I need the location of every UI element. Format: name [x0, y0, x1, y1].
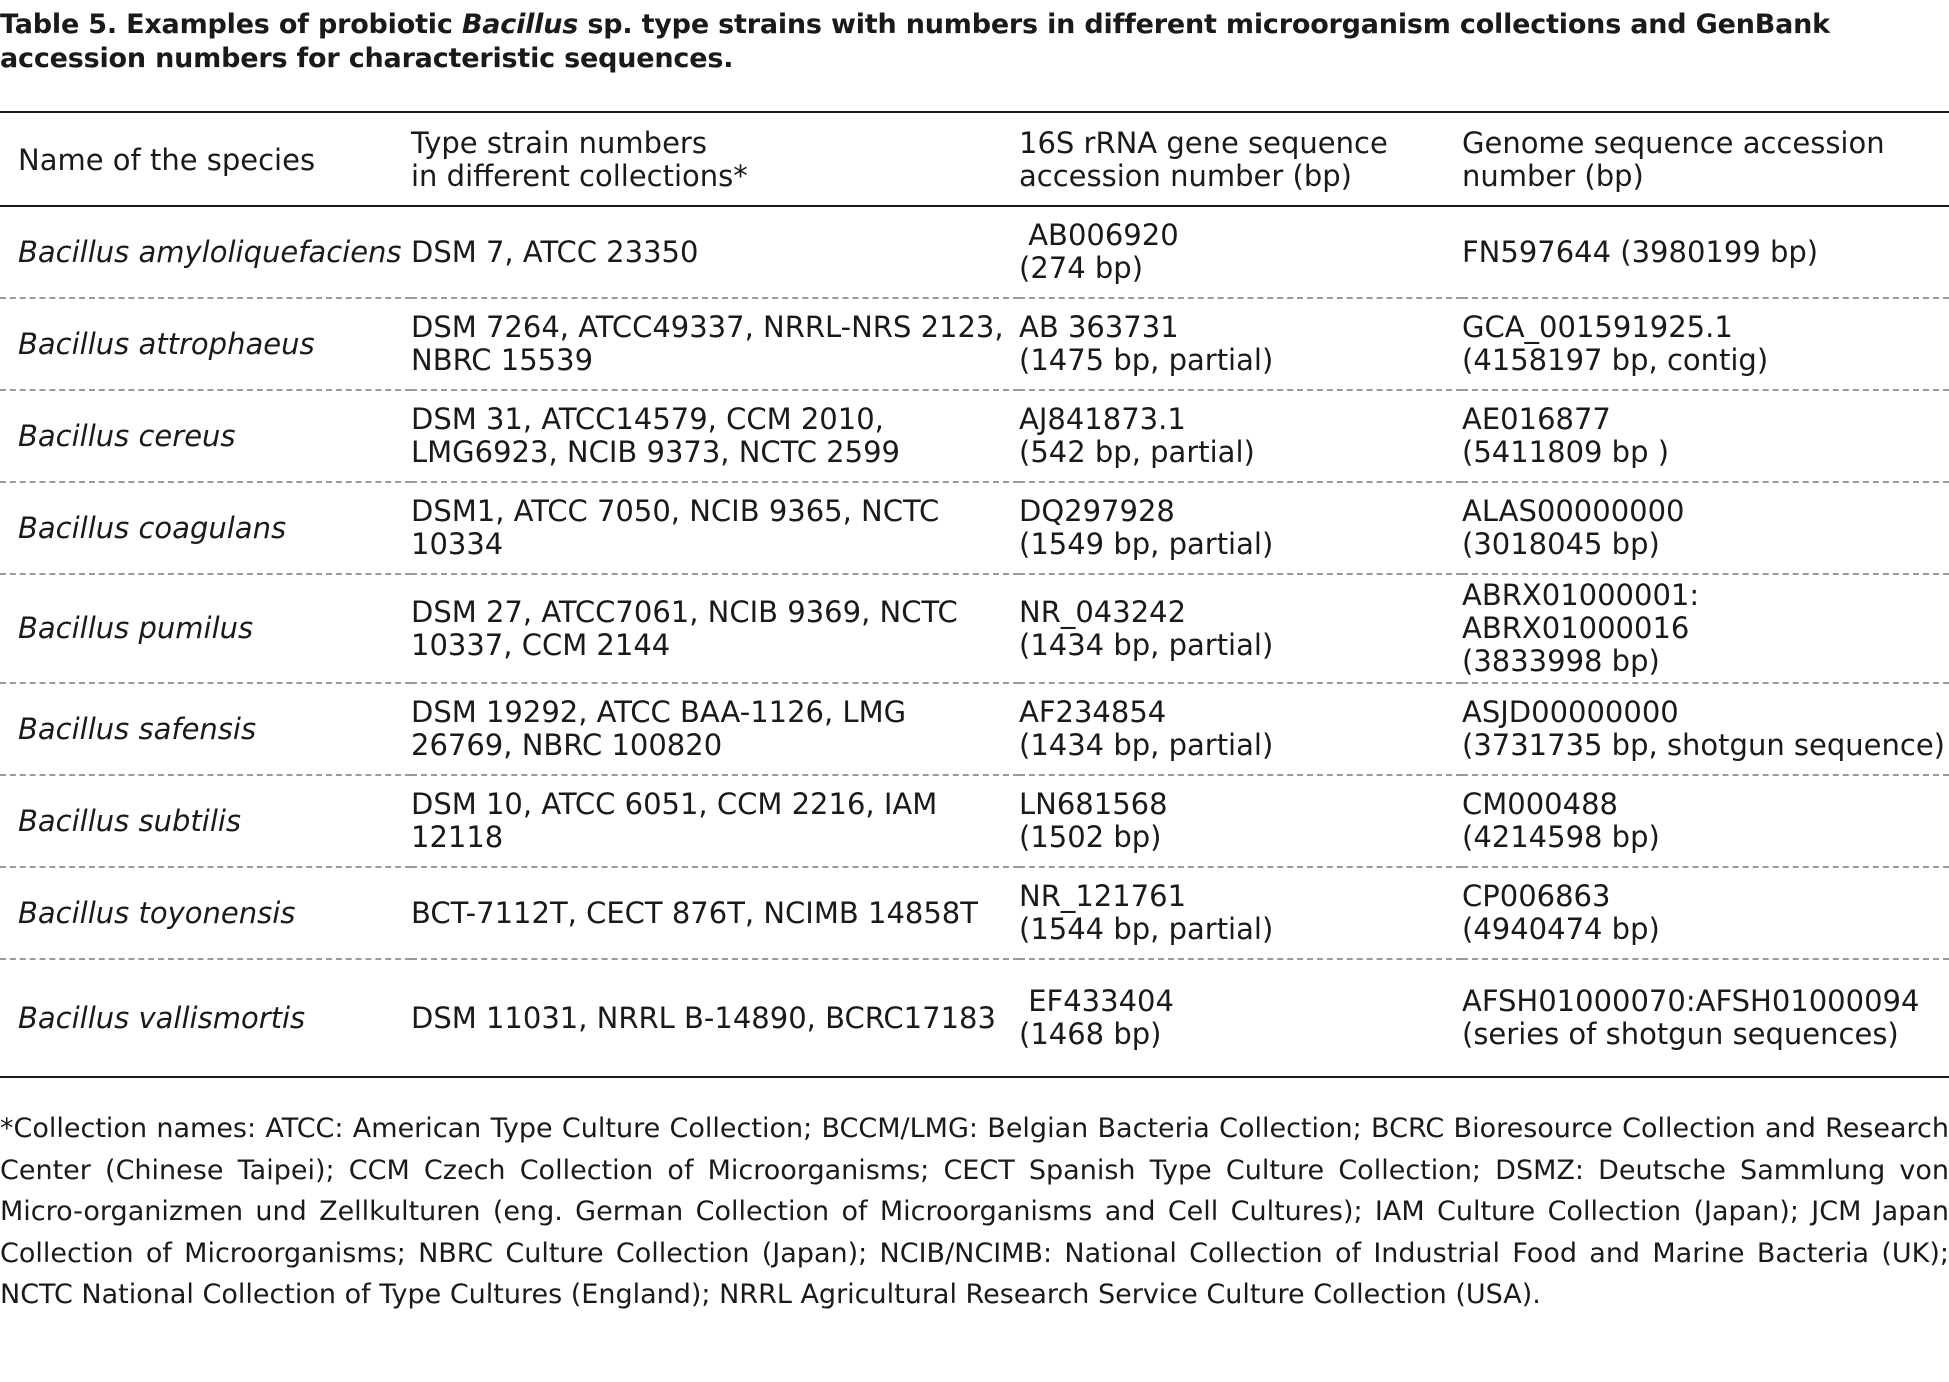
table-row	[0, 206, 1949, 298]
strains-cell: DSM 27, ATCC7061, NCIB 9369, NCTC 10337, CCM 2144	[411, 594, 958, 662]
header-species: Name of the species	[18, 142, 316, 177]
species-table	[0, 111, 1949, 1078]
strains-cell: DSM 10, ATCC 6051, CCM 2216, IAM 12118	[411, 787, 938, 854]
genome-cell: FN597644 (3980199 bp)	[1462, 234, 1819, 269]
strains-cell: DSM 19292, ATCC BAA-1126, LMG 26769, NBRC 100820	[411, 695, 907, 762]
header-row	[0, 112, 1949, 206]
table-body	[0, 206, 1949, 1077]
strains-cell: DSM1, ATCC 7050, NCIB 9365, NCTC 10334	[411, 494, 940, 561]
caption-genus: Bacillus	[461, 9, 579, 40]
rrna-cell: LN681568 (1502 bp)	[1019, 787, 1168, 854]
species-cell: Bacillus vallismortis	[18, 1000, 306, 1035]
genome-cell: AFSH01000070:AFSH01000094 (series of shotgun sequences)	[1462, 984, 1920, 1051]
species-cell: Bacillus amyloliquefaciens	[18, 234, 402, 269]
rrna-cell: AB006920 (274 bp)	[1019, 218, 1179, 285]
caption-suffix: sp. type strains with numbers in different microorganism collections and GenBank accession numbers for characteristic sequences.	[0, 9, 1830, 74]
table-row	[0, 959, 1949, 1077]
genome-cell: GCA_001591925.1 (4158197 bp, contig)	[1462, 310, 1769, 377]
strains-cell: DSM 11031, NRRL B-14890, BCRC17183	[411, 1000, 996, 1035]
caption-prefix: Table 5. Examples of probiotic	[0, 9, 462, 40]
genome-cell: ASJD00000000 (3731735 bp, shotgun sequence)	[1462, 695, 1945, 762]
rrna-cell: EF433404 (1468 bp)	[1019, 984, 1174, 1051]
rrna-cell: AF234854 (1434 bp, partial)	[1019, 695, 1274, 762]
table-header	[0, 112, 1949, 206]
genome-cell: CM000488 (4214598 bp)	[1462, 787, 1660, 854]
species-cell: Bacillus attrophaeus	[18, 326, 315, 361]
strains-cell: DSM 7264, ATCC49337, NRRL-NRS 2123, NBRC 15539	[411, 310, 1004, 377]
header-genome: Genome sequence accession number (bp)	[1462, 126, 1885, 193]
genome-cell: AE016877 (5411809 bp )	[1462, 402, 1670, 469]
table-row	[0, 775, 1949, 867]
header-16s-rrna: 16S rRNA gene sequence accession number (bp)	[1019, 126, 1388, 193]
table-row	[0, 298, 1949, 390]
rrna-cell: AJ841873.1 (542 bp, partial)	[1019, 402, 1255, 469]
species-cell: Bacillus pumilus	[18, 611, 254, 645]
table-caption	[0, 8, 1949, 76]
table-row	[0, 867, 1949, 959]
table-row	[0, 482, 1949, 574]
genome-cell: CP006863 (4940474 bp)	[1462, 879, 1660, 946]
species-cell: Bacillus subtilis	[18, 803, 242, 838]
header-strains: Type strain numbers in different collections*	[411, 126, 748, 193]
genome-cell: ALAS00000000 (3018045 bp)	[1462, 494, 1685, 561]
genome-cell: ABRX01000001: ABRX01000016 (3833998 bp)	[1462, 578, 1700, 678]
species-cell: Bacillus toyonensis	[18, 895, 296, 930]
rrna-cell: AB 363731 (1475 bp, partial)	[1019, 310, 1274, 377]
rrna-cell: NR_121761 (1544 bp, partial)	[1019, 879, 1274, 946]
table-row	[0, 390, 1949, 482]
table-row	[0, 683, 1949, 775]
strains-cell: DSM 31, ATCC14579, CCM 2010, LMG6923, NCIB 9373, NCTC 2599	[411, 402, 900, 469]
rrna-cell: NR_043242 (1434 bp, partial)	[1019, 594, 1274, 662]
table-row	[0, 574, 1949, 683]
strains-cell: DSM 7, ATCC 23350	[411, 234, 699, 269]
species-cell: Bacillus cereus	[18, 418, 236, 453]
species-cell: Bacillus safensis	[18, 711, 257, 746]
rrna-cell: DQ297928 (1549 bp, partial)	[1019, 494, 1274, 561]
strains-cell: BCT-7112T, CECT 876T, NCIMB 14858T	[411, 895, 978, 930]
species-cell: Bacillus coagulans	[18, 510, 287, 545]
table-footnote: *Collection names: ATCC: American Type Culture Collection; BCCM/LMG: Belgian Bacteria Collection; BCRC Bioresource Collection and Research Center (Chinese Taipei); CCM Czech Collection of Microorganisms; CECT Spanish Type Culture Collection; DSMZ: Deutsche Sammlung von Micro-organizmen und Zellkulturen (eng. German Collection of Microorganisms and Cell Cultures); IAM Culture Collection (Japan); JCM Japan Collection of Microorganisms; NBRC Culture Collection (Japan); NCIB/NCIMB: National Collection of Industrial Food and Marine Bacteria (UK); NCTC National Collection of Type Cultures (England); NRRL Agricultural Research Service Culture Collection (USA).	[0, 1113, 1949, 1310]
